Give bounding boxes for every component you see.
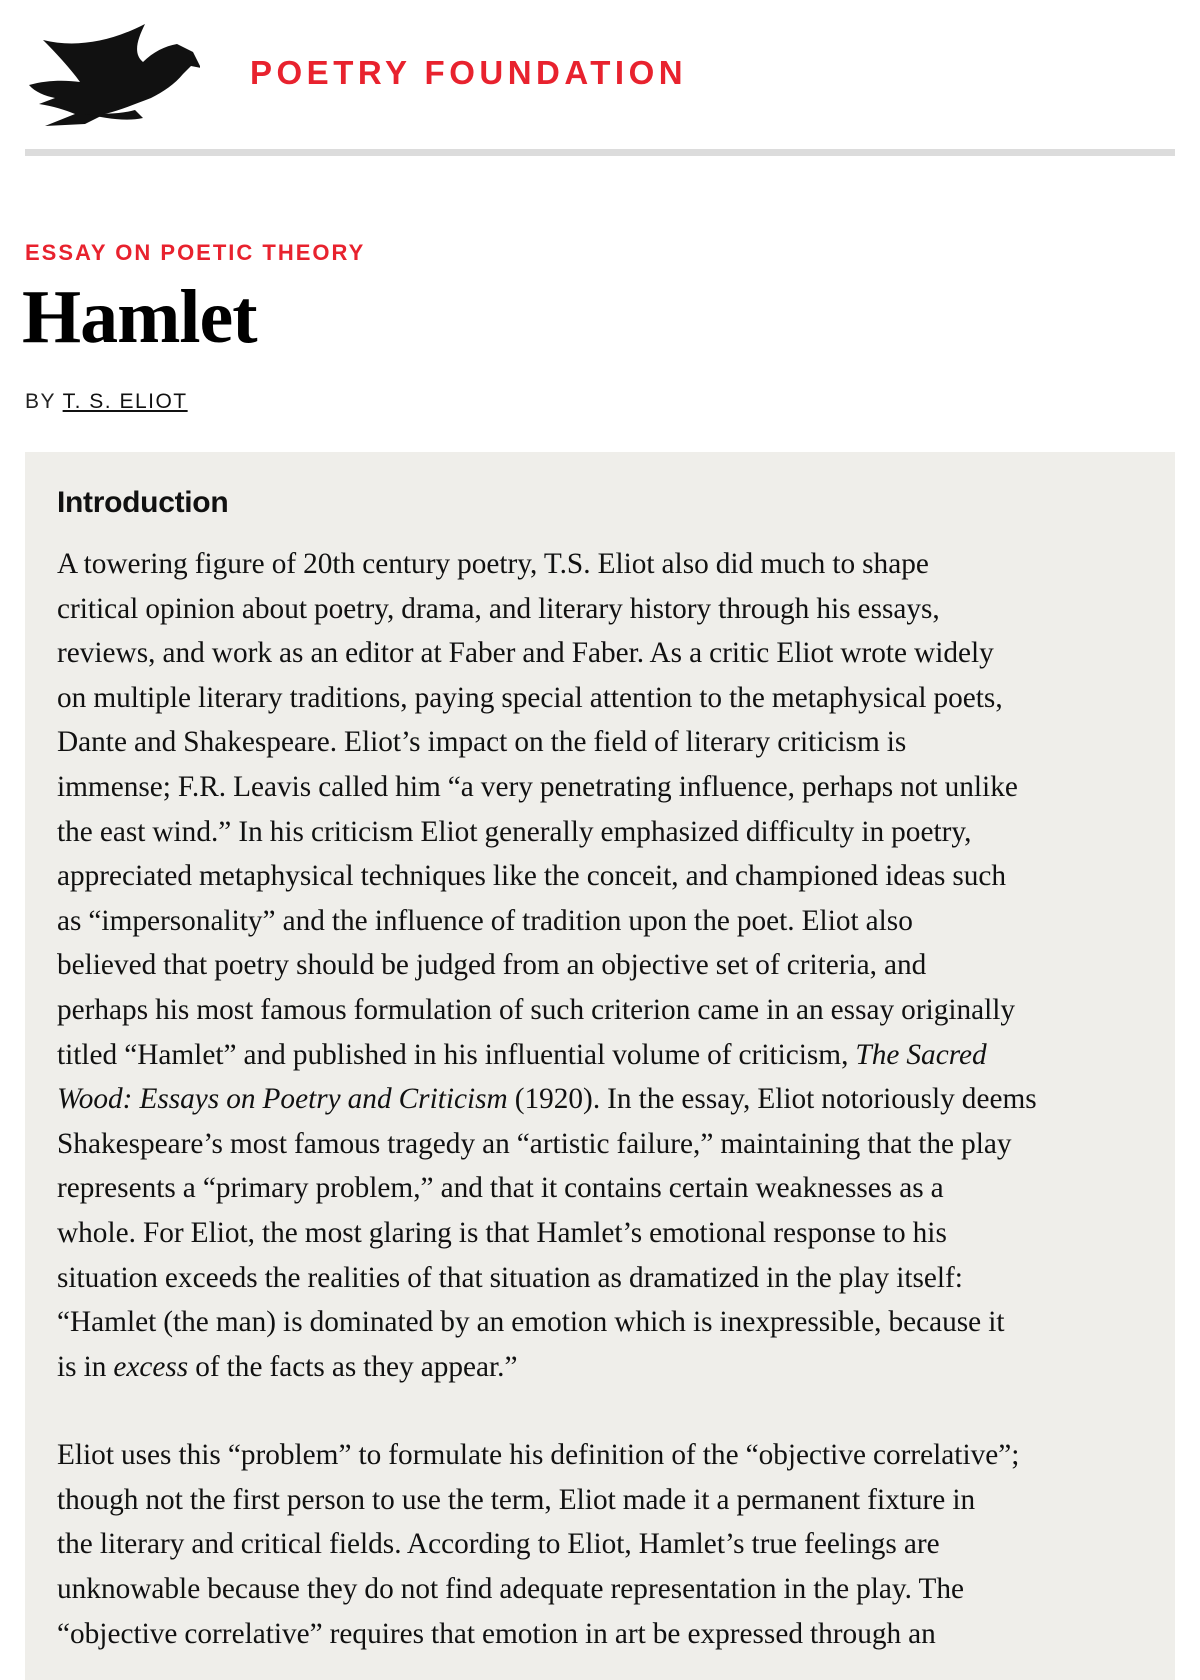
italic-text: excess — [113, 1350, 189, 1383]
text-segment: of the facts as they appear.” — [188, 1350, 518, 1383]
text-line: as “impersonality” and the influence of tradition upon the poet. Eliot also — [57, 904, 913, 937]
text-line: the literary and critical fields. According to Eliot, Hamlet’s true feelings are — [57, 1528, 940, 1561]
brand-name[interactable]: POETRY FOUNDATION — [250, 54, 688, 91]
text-line — [57, 1077, 1162, 1122]
introduction-body — [57, 542, 1162, 1656]
text-line — [57, 1033, 1162, 1078]
text-line — [57, 1345, 1162, 1390]
article-category[interactable]: ESSAY ON POETIC THEORY — [25, 240, 366, 265]
text-line: on multiple literary traditions, paying special attention to the metaphysical poets, — [57, 681, 1003, 714]
introduction-panel — [25, 452, 1175, 1680]
text-segment: (1920). In the essay, Eliot notoriously deems — [507, 1083, 1037, 1116]
text-line: “Hamlet (the man) is dominated by an emotion which is inexpressible, because it — [57, 1306, 1005, 1339]
text-segment: titled “Hamlet” and published in his influential volume of criticism, — [57, 1038, 856, 1071]
text-line: critical opinion about poetry, drama, and literary history through his essays, — [57, 592, 940, 625]
introduction-paragraph — [57, 542, 1162, 1389]
italic-text: The Sacred — [855, 1038, 987, 1071]
pegasus-bird-icon[interactable] — [25, 22, 200, 127]
article-title: Hamlet — [22, 275, 257, 359]
site-header — [25, 0, 1175, 158]
text-line: represents a “primary problem,” and that it contains certain weaknesses as a — [57, 1172, 944, 1205]
text-line: “objective correlative” requires that emotion in art be expressed through an — [57, 1617, 936, 1650]
author-link[interactable]: T. S. ELIOT — [62, 390, 188, 413]
text-line: the east wind.” In his criticism Eliot generally emphasized difficulty in poetry, — [57, 815, 972, 848]
text-segment: is in — [57, 1350, 114, 1383]
text-line: unknowable because they do not find adequate representation in the play. The — [57, 1573, 965, 1606]
text-line: situation exceeds the realities of that situation as dramatized in the play itself: — [57, 1261, 963, 1294]
text-line: believed that poetry should be judged from an objective set of criteria, and — [57, 949, 927, 982]
byline — [25, 390, 188, 414]
text-line: Eliot uses this “problem” to formulate his definition of the “objective correlative”; — [57, 1439, 1020, 1472]
text-line: appreciated metaphysical techniques like the conceit, and championed ideas such — [57, 860, 1007, 893]
header-divider — [25, 149, 1175, 156]
text-line: Dante and Shakespeare. Eliot’s impact on the field of literary criticism is — [57, 726, 907, 759]
text-line: A towering figure of 20th century poetry, T.S. Eliot also did much to shape — [57, 548, 929, 580]
text-line: reviews, and work as an editor at Faber and Faber. As a critic Eliot wrote widely — [57, 637, 994, 670]
text-line: though not the first person to use the term, Eliot made it a permanent fixture in — [57, 1483, 976, 1516]
text-line: perhaps his most famous formulation of such criterion came in an essay originally — [57, 993, 1016, 1026]
byline-prefix: BY — [25, 390, 56, 413]
text-line: immense; F.R. Leavis called him “a very penetrating influence, perhaps not unlike — [57, 770, 1018, 803]
introduction-heading: Introduction — [57, 486, 229, 519]
text-line: Shakespeare’s most famous tragedy an “artistic failure,” maintaining that the play — [57, 1127, 1012, 1160]
introduction-paragraph — [57, 1433, 1162, 1656]
italic-text: Wood: Essays on Poetry and Criticism — [57, 1083, 508, 1116]
text-line: whole. For Eliot, the most glaring is that Hamlet’s emotional response to his — [57, 1216, 947, 1249]
